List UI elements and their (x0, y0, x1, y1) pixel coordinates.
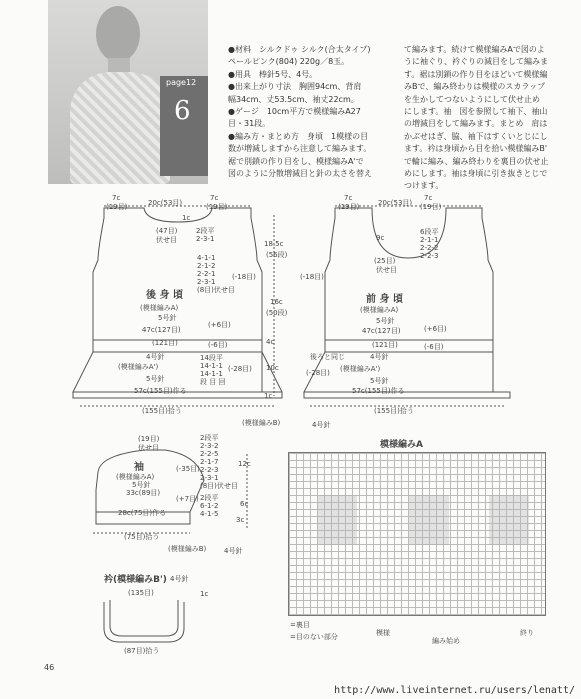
front-pattern2: (模様編みA') (340, 365, 381, 373)
front-armhole: (-18目) (300, 273, 324, 281)
sleeve-band-needle: 4号針 (224, 547, 243, 555)
back-needle: 5号針 (158, 314, 177, 322)
stitch-chart-a (288, 452, 546, 616)
front-waist: (121目) (372, 341, 398, 349)
watermark-url: http://www.liveinternet.ru/users/lenatt/ (334, 685, 575, 696)
back-hem-height: 10c (266, 364, 279, 372)
back-pattern2: (模様編みA') (118, 363, 159, 371)
instruction-line: ●用具 棒針5号、4号。 (228, 69, 318, 79)
collar-bottom: (87目)拾う (124, 647, 160, 655)
sleeve-cuff-total: (75目)拾う (124, 533, 160, 541)
front-neck-depth: 9c (376, 234, 385, 242)
sleeve-side-height: 6c (240, 500, 249, 508)
back-neck-width: 20c(53目) (148, 199, 183, 207)
chart-shade (489, 495, 529, 545)
collar-needle: 4号針 (170, 575, 189, 583)
collar-outline (110, 600, 178, 636)
front-chest: 47c(127目) (362, 327, 401, 335)
back-side-rows: (50段) (266, 309, 288, 317)
front-shoulder-right: 7c (424, 194, 433, 202)
instruction-line: かぶせはぎ、脇、袖下はすくいとじにし (404, 131, 548, 141)
sleeve-top: (19目) (138, 435, 160, 443)
back-pattern: (模様編みA) (140, 304, 179, 312)
front-shoulder-right-st: (19目) (420, 203, 442, 211)
sleeve-side-inc: 2段平 6-1-2 4-1-5 (200, 494, 219, 518)
back-hem-total: (155目)拾う (142, 407, 182, 415)
instruction-line: ●編み方・まとめ方 身頃 1模様の目 (228, 131, 369, 141)
front-neck-width: 20c(53目) (378, 199, 413, 207)
front-band (304, 392, 510, 398)
back-needle4: 4号針 (146, 353, 165, 361)
front-needle: 5号針 (376, 317, 395, 325)
front-shoulder-left-st: (19目) (338, 203, 360, 211)
front-pattern: (模様編みA) (360, 306, 399, 314)
back-dec-1: 2段平 (196, 227, 215, 235)
instruction-line: めにします。袖は身頃に引き抜きとじで (404, 169, 548, 179)
sleeve-band: (模様編みB) (168, 545, 207, 553)
back-shoulder-left: 7c (112, 194, 121, 202)
front-shoulder-left: 7c (344, 194, 353, 202)
chart-shade (409, 495, 449, 545)
instruction-line: うに袖ぐり、衿ぐりの減目をして編みま (404, 57, 548, 67)
chart-legend-1: =裏目 (290, 621, 310, 629)
page-reference: page12 (166, 78, 197, 87)
sleeve-title: 袖 (134, 462, 144, 473)
back-neck-cast: (47目) (156, 227, 178, 235)
instruction-line: す。裾は別鎖の作り目をほどいて模様編 (404, 69, 548, 79)
instruction-line: 裾で別鎖の作り目をし、模様編みA'で (228, 156, 364, 166)
instruction-line: 数が増減しますから注意して編みます。 (228, 144, 372, 154)
collar-title: 衿(模様編みB') (104, 575, 167, 585)
front-needle4: 4号針 (370, 353, 389, 361)
instruction-line: ●出来上がり寸法 胸囲94cm、背肩 (228, 82, 362, 92)
back-armhole-rows: (56段) (266, 251, 288, 259)
instruction-line: ●ゲージ 10cm平方で模様編みA27 (228, 107, 361, 117)
back-b-height: 1c (264, 392, 273, 400)
sleeve-pattern: (模様編みA) (116, 473, 155, 481)
back-shoulder-right-st: (19目) (206, 203, 228, 211)
sleeve-cuff: 28c(75目)作る (118, 509, 167, 517)
front-neck-dec: 6段平 2-1-1 2-2-2 2-2-3 (420, 228, 439, 260)
back-neck-depth: 1c (182, 214, 191, 222)
chart-start: 編み始め (432, 637, 460, 645)
front-hem-dec: (-28目) (306, 369, 330, 377)
instruction-line: の増減目をして編みます。まとめ 肩は (404, 119, 548, 129)
back-shoulder-right: 7c (210, 194, 219, 202)
front-neck-cast: (25目) (374, 257, 396, 265)
back-armhole: (-18目) (232, 273, 256, 281)
instruction-line: で輪に編み、編み終わりを裏目の伏せ止 (404, 156, 549, 166)
back-waist: (121目) (152, 339, 178, 347)
sleeve-cap: 2段平 2-3-2 2-2-5 2-1-7 2-2-3 2-3-1 (8目)伏せ目 (200, 434, 238, 490)
instruction-line: を生かしてつないようにして伏せ止め (404, 94, 540, 104)
instruction-line: 幅34cm、丈53.5cm、袖丈22cm。 (228, 94, 359, 104)
sleeve-cuff-height: 3c (236, 516, 245, 524)
back-dec-2: 2-3-1 (196, 235, 215, 243)
sleeve-inc: (+7目) (176, 495, 199, 503)
front-bodice-outline (325, 208, 493, 340)
front-chest-inc: (+6目) (424, 325, 447, 333)
chart-a-title: 模様編みA (380, 440, 423, 450)
back-bodice-title: 後 身 頃 (146, 290, 183, 301)
chart-repeat: 模様 (376, 629, 390, 637)
collar-top: (135目) (128, 589, 154, 597)
front-same: 後ろと同じ (310, 353, 345, 361)
back-dist: 14段平 14-1-1 14-1-1 段 目 回 (200, 354, 226, 386)
sleeve-width: 33c(89目) (126, 489, 161, 497)
back-chest: 47c(127目) (142, 326, 181, 334)
back-hem: 57c(155目)作る (134, 387, 187, 395)
front-bodice-title: 前 身 頃 (366, 294, 403, 305)
back-side-height: 16c (270, 298, 283, 306)
back-waist-dec: (-6目) (208, 341, 228, 349)
sleeve-cap-dec: (-35目) (176, 465, 200, 473)
instruction-line: つけます。 (404, 181, 444, 191)
back-armhole-dec: 4-1-1 2-1-2 2-2-1 2-3-1 (8目)伏せ目 (197, 254, 235, 294)
front-needle5: 5号針 (370, 377, 389, 385)
back-shoulder-left-st: (19目) (106, 203, 128, 211)
instruction-line: 目・31段。 (228, 119, 271, 129)
chart-shade (317, 495, 357, 545)
sleeve-cap-height: 12c (238, 460, 251, 468)
back-band-height: 4c (266, 338, 275, 346)
instruction-line: ●材料 シルクドゥ シルク(合太タイプ) (228, 45, 371, 54)
back-armhole-height: 18.5c (264, 240, 284, 248)
front-neck-bo: 伏せ目 (376, 266, 397, 274)
back-needle5: 5号針 (146, 375, 165, 383)
instruction-line: て編みます。続けて模様編みAで図のよ (404, 45, 545, 54)
back-chest-inc: (+6目) (208, 321, 231, 329)
sleeve-top-bo: 伏せ目 (138, 444, 159, 452)
back-hem-dec: (-28目) (228, 365, 252, 373)
chart-legend-2: =目のない部分 (290, 633, 338, 641)
back-neck-bo: 伏せ目 (156, 236, 177, 244)
bottom-band-needle: 4号針 (312, 421, 331, 429)
collar-height: 1c (200, 590, 209, 598)
instruction-line: ペールピンク(804) 220g／8玉。 (228, 57, 350, 67)
front-waist-dec: (-6目) (424, 343, 444, 351)
instruction-line: 図のように分散増減目と針の太さを替え (228, 169, 372, 179)
chart-end: 終り (520, 629, 534, 637)
sleeve-needle: 5号針 (132, 481, 151, 489)
instruction-line: みBで、編み終わりは模様のスカラップ (404, 82, 546, 92)
instruction-line: にします。袖 図を参照して袖下、袖山 (404, 107, 548, 117)
front-hem: 57c(155目)作る (352, 387, 405, 395)
front-hem-total: (155目)拾う (374, 407, 414, 415)
bottom-band-label: (模様編みB) (242, 419, 281, 427)
page-number: 46 (44, 663, 55, 672)
instruction-line: ます。衿は身頃から目を拾い模様編みB' (404, 144, 548, 154)
pattern-number: 6 (174, 96, 191, 126)
